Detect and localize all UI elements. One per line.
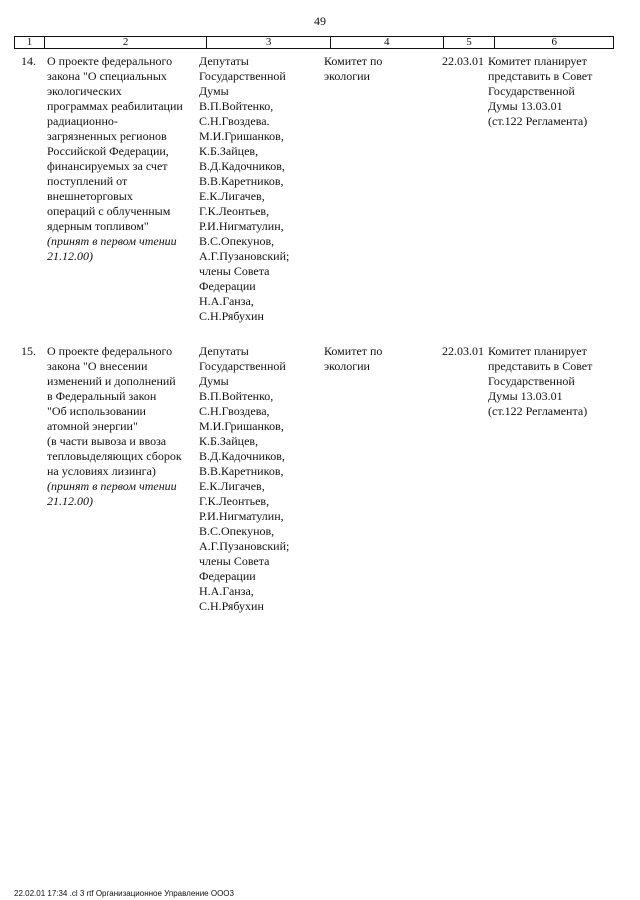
responsible-committee: [324, 54, 424, 84]
text-line: Российской Федерации,: [47, 144, 169, 158]
text-line: Г.К.Леонтьев,: [199, 494, 270, 508]
text-line: Комитет планирует: [488, 344, 587, 358]
text-line: экологии: [324, 359, 370, 373]
reading-status: [47, 234, 197, 264]
column-header-1: 1: [15, 37, 45, 48]
text-line: О проекте федерального: [47, 344, 173, 358]
text-line: С.Н.Гвоздева,: [199, 404, 270, 418]
text-line: представить в Совет: [488, 69, 593, 83]
text-line: члены Совета: [199, 554, 270, 568]
text-line: О проекте федерального: [47, 54, 173, 68]
text-line: Федерации: [199, 569, 256, 583]
text-line: Думы 13.03.01: [488, 99, 563, 113]
text-line: В.Д.Кадочников,: [199, 159, 285, 173]
text-line: К.Б.Зайцев,: [199, 434, 259, 448]
text-line: Н.А.Ганза,: [199, 294, 254, 308]
text-line: закона "О внесении: [47, 359, 148, 373]
text-line: Р.И.Нигматулин,: [199, 219, 284, 233]
committee-note: [488, 344, 614, 419]
text-line: Федерации: [199, 279, 256, 293]
text-line: операций с облученным: [47, 204, 171, 218]
text-line: С.Н.Рябухин: [199, 599, 264, 613]
text-line: ядерным топливом": [47, 219, 149, 233]
text-line: В.С.Опекунов,: [199, 234, 275, 248]
bill-authors: [199, 344, 315, 614]
text-line: (ст.122 Регламента): [488, 114, 588, 128]
text-line: закона "О специальных: [47, 69, 167, 83]
text-line: атомной энергии": [47, 419, 138, 433]
column-header-4: 4: [331, 37, 444, 48]
bill-subject: [47, 344, 197, 509]
deadline-date: 22.03.01: [442, 344, 484, 358]
text-line: Депутаты: [199, 344, 249, 358]
table-header-row: [14, 36, 614, 49]
text-line: финансируемых за счет: [47, 159, 168, 173]
subject-lines: [47, 344, 197, 479]
text-line: Государственной: [488, 374, 575, 388]
text-line: Депутаты: [199, 54, 249, 68]
text-line: В.П.Войтенко,: [199, 99, 274, 113]
text-line: изменений и дополнений: [47, 374, 176, 388]
text-line: Е.К.Лигачев,: [199, 189, 265, 203]
text-line: К.Б.Зайцев,: [199, 144, 259, 158]
text-line: (ст.122 Регламента): [488, 404, 588, 418]
text-line: М.И.Гришанков,: [199, 129, 284, 143]
bill-subject: [47, 54, 197, 264]
text-line: В.П.Войтенко,: [199, 389, 274, 403]
text-line: Думы: [199, 84, 229, 98]
column-header-6: 6: [551, 36, 557, 48]
text-line: экологических: [47, 84, 122, 98]
text-line: "Об использовании: [47, 404, 146, 418]
text-line: 21.12.00): [47, 494, 93, 508]
deadline-date: 22.03.01: [442, 54, 484, 68]
text-line: В.В.Каретников,: [199, 174, 284, 188]
column-header-2: 2: [45, 37, 207, 48]
text-line: Комитет по: [324, 54, 383, 68]
text-line: Комитет по: [324, 344, 383, 358]
text-line: загрязненных регионов: [47, 129, 167, 143]
text-line: Е.К.Лигачев,: [199, 479, 265, 493]
text-line: Государственной: [199, 69, 286, 83]
text-line: радиационно-: [47, 114, 118, 128]
text-line: 21.12.00): [47, 249, 93, 263]
text-line: внешнеторговых: [47, 189, 133, 203]
text-line: Г.К.Леонтьев,: [199, 204, 270, 218]
row-number: 15.: [21, 344, 36, 358]
text-line: В.С.Опекунов,: [199, 524, 275, 538]
bill-authors: [199, 54, 315, 324]
text-line: представить в Совет: [488, 359, 593, 373]
text-line: Комитет планирует: [488, 54, 587, 68]
column-header-3: 3: [207, 37, 331, 48]
text-line: А.Г.Пузановский;: [199, 539, 290, 553]
text-line: программах реабилитации: [47, 99, 183, 113]
text-line: поступлений от: [47, 174, 128, 188]
text-line: тепловыделяющих сборок: [47, 449, 182, 463]
text-line: Н.А.Ганза,: [199, 584, 254, 598]
text-line: М.И.Гришанков,: [199, 419, 284, 433]
text-line: С.Н.Рябухин: [199, 309, 264, 323]
text-line: Думы 13.03.01: [488, 389, 563, 403]
text-line: Государственной: [199, 359, 286, 373]
row-number: 14.: [21, 54, 36, 68]
text-line: Государственной: [488, 84, 575, 98]
print-footer: 22.02.01 17:34 .cl 3 rtf Организационное Управление ООО3: [14, 889, 234, 898]
page-number: 49: [314, 14, 326, 28]
column-header-5: 5: [444, 37, 496, 48]
text-line: члены Совета: [199, 264, 270, 278]
committee-note: [488, 54, 614, 129]
text-line: В.В.Каретников,: [199, 464, 284, 478]
reading-status: [47, 479, 197, 509]
text-line: в Федеральный закон: [47, 389, 157, 403]
responsible-committee: [324, 344, 424, 374]
text-line: Р.И.Нигматулин,: [199, 509, 284, 523]
subject-lines: [47, 54, 197, 234]
text-line: С.Н.Гвоздева.: [199, 114, 270, 128]
text-line: (в части вывоза и ввоза: [47, 434, 167, 448]
text-line: экологии: [324, 69, 370, 83]
text-line: (принят в первом чтении: [47, 479, 177, 493]
text-line: (принят в первом чтении: [47, 234, 177, 248]
text-line: В.Д.Кадочников,: [199, 449, 285, 463]
text-line: А.Г.Пузановский;: [199, 249, 290, 263]
text-line: на условиях лизинга): [47, 464, 156, 478]
text-line: Думы: [199, 374, 229, 388]
